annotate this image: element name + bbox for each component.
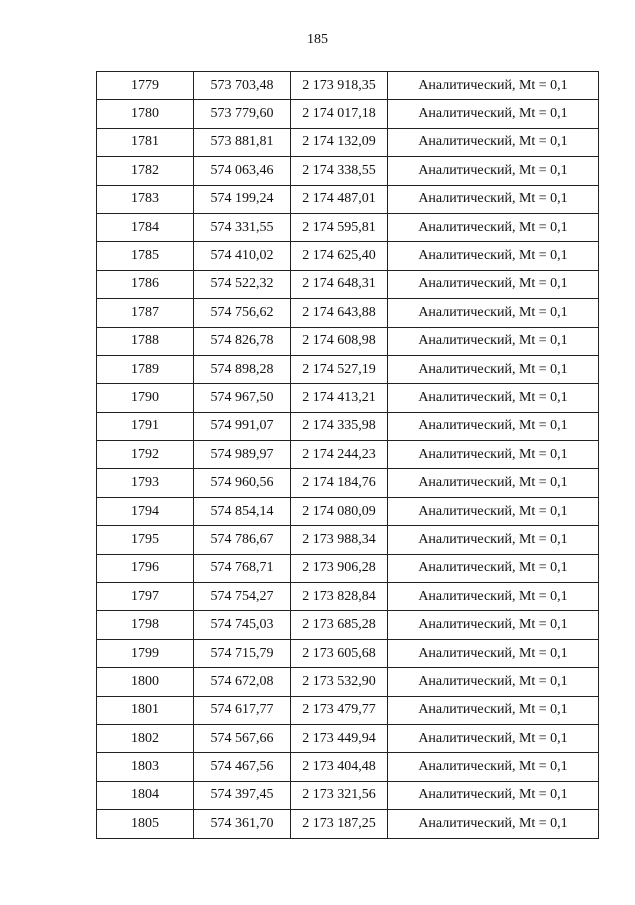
- x-coordinate-cell: 574 960,56: [194, 469, 291, 497]
- point-number-cell: 1790: [97, 384, 194, 412]
- x-coordinate-cell: 574 567,66: [194, 724, 291, 752]
- table-row: [97, 299, 599, 327]
- table-row: [97, 696, 599, 724]
- point-number-cell: 1802: [97, 724, 194, 752]
- table-row: [97, 668, 599, 696]
- point-number-cell: 1803: [97, 753, 194, 781]
- table-row: [97, 185, 599, 213]
- method-cell: Аналитический, Mt = 0,1: [388, 213, 599, 241]
- x-coordinate-cell: 574 467,56: [194, 753, 291, 781]
- coordinates-table-body: [97, 72, 599, 839]
- method-cell: Аналитический, Mt = 0,1: [388, 526, 599, 554]
- y-coordinate-cell: 2 174 413,21: [291, 384, 388, 412]
- point-number-cell: 1804: [97, 781, 194, 809]
- y-coordinate-cell: 2 173 187,25: [291, 810, 388, 838]
- method-cell: Аналитический, Mt = 0,1: [388, 185, 599, 213]
- table-row: [97, 100, 599, 128]
- table-row: [97, 469, 599, 497]
- table-row: [97, 355, 599, 383]
- y-coordinate-cell: 2 174 625,40: [291, 242, 388, 270]
- x-coordinate-cell: 574 331,55: [194, 213, 291, 241]
- table-row: [97, 611, 599, 639]
- x-coordinate-cell: 574 991,07: [194, 412, 291, 440]
- method-cell: Аналитический, Mt = 0,1: [388, 696, 599, 724]
- method-cell: Аналитический, Mt = 0,1: [388, 441, 599, 469]
- method-cell: Аналитический, Mt = 0,1: [388, 724, 599, 752]
- table-row: [97, 724, 599, 752]
- x-coordinate-cell: 573 703,48: [194, 72, 291, 100]
- point-number-cell: 1794: [97, 497, 194, 525]
- table-row: [97, 157, 599, 185]
- x-coordinate-cell: 574 397,45: [194, 781, 291, 809]
- point-number-cell: 1781: [97, 128, 194, 156]
- method-cell: Аналитический, Mt = 0,1: [388, 299, 599, 327]
- point-number-cell: 1779: [97, 72, 194, 100]
- y-coordinate-cell: 2 174 487,01: [291, 185, 388, 213]
- method-cell: Аналитический, Mt = 0,1: [388, 384, 599, 412]
- method-cell: Аналитический, Mt = 0,1: [388, 128, 599, 156]
- x-coordinate-cell: 574 410,02: [194, 242, 291, 270]
- point-number-cell: 1799: [97, 639, 194, 667]
- x-coordinate-cell: 574 826,78: [194, 327, 291, 355]
- point-number-cell: 1784: [97, 213, 194, 241]
- y-coordinate-cell: 2 173 685,28: [291, 611, 388, 639]
- y-coordinate-cell: 2 173 918,35: [291, 72, 388, 100]
- x-coordinate-cell: 574 715,79: [194, 639, 291, 667]
- x-coordinate-cell: 573 881,81: [194, 128, 291, 156]
- y-coordinate-cell: 2 173 906,28: [291, 554, 388, 582]
- table-row: [97, 72, 599, 100]
- point-number-cell: 1805: [97, 810, 194, 838]
- x-coordinate-cell: 574 745,03: [194, 611, 291, 639]
- method-cell: Аналитический, Mt = 0,1: [388, 469, 599, 497]
- point-number-cell: 1796: [97, 554, 194, 582]
- point-number-cell: 1782: [97, 157, 194, 185]
- page-number: 185: [307, 32, 328, 47]
- x-coordinate-cell: 574 854,14: [194, 497, 291, 525]
- point-number-cell: 1793: [97, 469, 194, 497]
- y-coordinate-cell: 2 174 017,18: [291, 100, 388, 128]
- method-cell: Аналитический, Mt = 0,1: [388, 327, 599, 355]
- y-coordinate-cell: 2 173 605,68: [291, 639, 388, 667]
- x-coordinate-cell: 573 779,60: [194, 100, 291, 128]
- y-coordinate-cell: 2 174 608,98: [291, 327, 388, 355]
- y-coordinate-cell: 2 173 532,90: [291, 668, 388, 696]
- table-row: [97, 497, 599, 525]
- point-number-cell: 1795: [97, 526, 194, 554]
- point-number-cell: 1786: [97, 270, 194, 298]
- table-row: [97, 412, 599, 440]
- point-number-cell: 1791: [97, 412, 194, 440]
- y-coordinate-cell: 2 173 321,56: [291, 781, 388, 809]
- method-cell: Аналитический, Mt = 0,1: [388, 270, 599, 298]
- x-coordinate-cell: 574 967,50: [194, 384, 291, 412]
- y-coordinate-cell: 2 174 338,55: [291, 157, 388, 185]
- table-row: [97, 781, 599, 809]
- method-cell: Аналитический, Mt = 0,1: [388, 72, 599, 100]
- y-coordinate-cell: 2 174 335,98: [291, 412, 388, 440]
- y-coordinate-cell: 2 174 527,19: [291, 355, 388, 383]
- point-number-cell: 1785: [97, 242, 194, 270]
- point-number-cell: 1780: [97, 100, 194, 128]
- table-row: [97, 810, 599, 838]
- y-coordinate-cell: 2 174 595,81: [291, 213, 388, 241]
- table-row: [97, 128, 599, 156]
- method-cell: Аналитический, Mt = 0,1: [388, 157, 599, 185]
- method-cell: Аналитический, Mt = 0,1: [388, 497, 599, 525]
- point-number-cell: 1789: [97, 355, 194, 383]
- method-cell: Аналитический, Mt = 0,1: [388, 611, 599, 639]
- point-number-cell: 1792: [97, 441, 194, 469]
- y-coordinate-cell: 2 174 648,31: [291, 270, 388, 298]
- method-cell: Аналитический, Mt = 0,1: [388, 355, 599, 383]
- point-number-cell: 1787: [97, 299, 194, 327]
- method-cell: Аналитический, Mt = 0,1: [388, 583, 599, 611]
- x-coordinate-cell: 574 361,70: [194, 810, 291, 838]
- method-cell: Аналитический, Mt = 0,1: [388, 412, 599, 440]
- method-cell: Аналитический, Mt = 0,1: [388, 668, 599, 696]
- table-row: [97, 327, 599, 355]
- y-coordinate-cell: 2 174 080,09: [291, 497, 388, 525]
- table-row: [97, 270, 599, 298]
- coordinates-table: [96, 71, 599, 839]
- x-coordinate-cell: 574 768,71: [194, 554, 291, 582]
- point-number-cell: 1801: [97, 696, 194, 724]
- point-number-cell: 1798: [97, 611, 194, 639]
- y-coordinate-cell: 2 173 828,84: [291, 583, 388, 611]
- point-number-cell: 1797: [97, 583, 194, 611]
- method-cell: Аналитический, Mt = 0,1: [388, 242, 599, 270]
- x-coordinate-cell: 574 199,24: [194, 185, 291, 213]
- point-number-cell: 1788: [97, 327, 194, 355]
- point-number-cell: 1800: [97, 668, 194, 696]
- table-row: [97, 213, 599, 241]
- x-coordinate-cell: 574 522,32: [194, 270, 291, 298]
- y-coordinate-cell: 2 173 479,77: [291, 696, 388, 724]
- x-coordinate-cell: 574 672,08: [194, 668, 291, 696]
- y-coordinate-cell: 2 173 988,34: [291, 526, 388, 554]
- table-row: [97, 242, 599, 270]
- y-coordinate-cell: 2 174 643,88: [291, 299, 388, 327]
- table-row: [97, 441, 599, 469]
- x-coordinate-cell: 574 756,62: [194, 299, 291, 327]
- y-coordinate-cell: 2 173 449,94: [291, 724, 388, 752]
- method-cell: Аналитический, Mt = 0,1: [388, 753, 599, 781]
- method-cell: Аналитический, Mt = 0,1: [388, 781, 599, 809]
- x-coordinate-cell: 574 989,97: [194, 441, 291, 469]
- table-row: [97, 526, 599, 554]
- method-cell: Аналитический, Mt = 0,1: [388, 639, 599, 667]
- table-row: [97, 384, 599, 412]
- y-coordinate-cell: 2 174 132,09: [291, 128, 388, 156]
- y-coordinate-cell: 2 174 184,76: [291, 469, 388, 497]
- x-coordinate-cell: 574 754,27: [194, 583, 291, 611]
- table-row: [97, 753, 599, 781]
- method-cell: Аналитический, Mt = 0,1: [388, 554, 599, 582]
- x-coordinate-cell: 574 617,77: [194, 696, 291, 724]
- y-coordinate-cell: 2 173 404,48: [291, 753, 388, 781]
- x-coordinate-cell: 574 063,46: [194, 157, 291, 185]
- method-cell: Аналитический, Mt = 0,1: [388, 100, 599, 128]
- table-row: [97, 639, 599, 667]
- x-coordinate-cell: 574 786,67: [194, 526, 291, 554]
- point-number-cell: 1783: [97, 185, 194, 213]
- y-coordinate-cell: 2 174 244,23: [291, 441, 388, 469]
- x-coordinate-cell: 574 898,28: [194, 355, 291, 383]
- table-row: [97, 583, 599, 611]
- method-cell: Аналитический, Mt = 0,1: [388, 810, 599, 838]
- table-row: [97, 554, 599, 582]
